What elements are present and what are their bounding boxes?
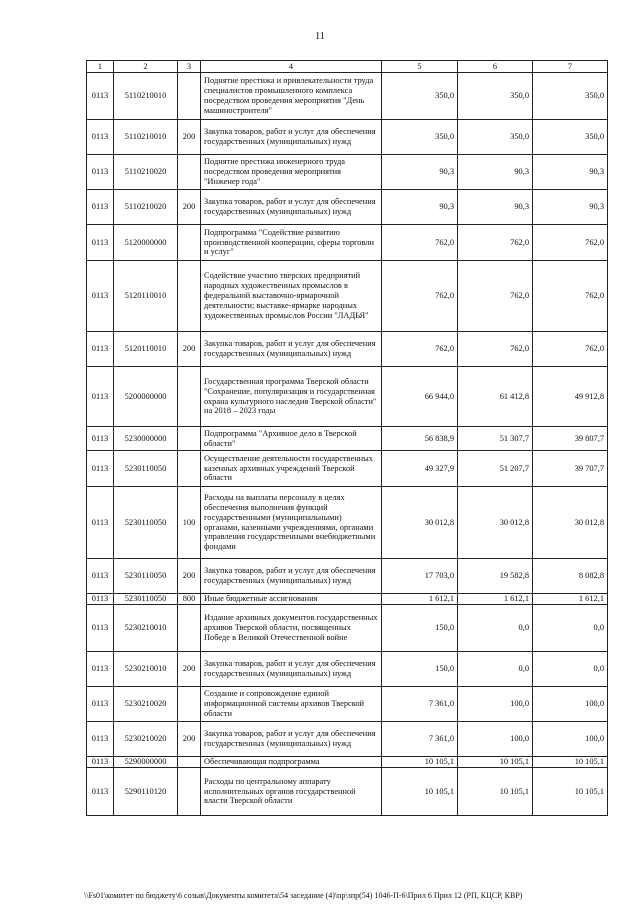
amount-year1-cell: 350,0 bbox=[382, 120, 458, 155]
expense-type-cell: 200 bbox=[178, 332, 201, 367]
amount-year1-cell: 150,0 bbox=[382, 605, 458, 652]
expense-type-cell: 200 bbox=[178, 190, 201, 225]
table-header-row bbox=[87, 61, 608, 73]
section-code-cell: 0113 bbox=[87, 427, 114, 451]
section-code-cell: 0113 bbox=[87, 190, 114, 225]
amount-year1-cell: 1 612,1 bbox=[382, 594, 458, 605]
amount-year3-cell: 39 707,7 bbox=[533, 451, 608, 487]
amount-year2-cell: 90,3 bbox=[458, 190, 533, 225]
amount-year2-cell: 1 612,1 bbox=[458, 594, 533, 605]
table-row bbox=[87, 768, 608, 816]
amount-year3-cell: 100,0 bbox=[533, 722, 608, 757]
item-name-cell: Государственная программа Тверской области "Сохранение, популяризация и государственная охрана культурного наследия Тверской области" на 2018 – 2023 годы bbox=[201, 367, 382, 427]
target-article-cell: 5230110050 bbox=[114, 594, 178, 605]
amount-year2-cell: 51 207,7 bbox=[458, 451, 533, 487]
amount-year2-cell: 762,0 bbox=[458, 225, 533, 261]
section-code-cell: 0113 bbox=[87, 225, 114, 261]
item-name-cell: Закупка товаров, работ и услуг для обеспечения государственных (муниципальных) нужд bbox=[201, 120, 382, 155]
item-name-cell: Поднятие престижа и привлекательности труда специалистов промышленного комплекса посредством проведения мероприятия "День машиностроителя" bbox=[201, 73, 382, 120]
amount-year3-cell: 762,0 bbox=[533, 261, 608, 332]
amount-year2-cell: 0,0 bbox=[458, 605, 533, 652]
amount-year1-cell: 150,0 bbox=[382, 652, 458, 687]
target-article-cell: 5120000000 bbox=[114, 225, 178, 261]
table-row bbox=[87, 757, 608, 768]
table-row bbox=[87, 451, 608, 487]
amount-year3-cell: 1 612,1 bbox=[533, 594, 608, 605]
amount-year1-cell: 762,0 bbox=[382, 261, 458, 332]
item-name-cell: Создание и сопровождение единой информационной системы архивов Тверской области bbox=[201, 687, 382, 722]
amount-year2-cell: 100,0 bbox=[458, 722, 533, 757]
amount-year2-cell: 100,0 bbox=[458, 687, 533, 722]
target-article-cell: 5230110050 bbox=[114, 451, 178, 487]
amount-year3-cell: 10 105,1 bbox=[533, 768, 608, 816]
amount-year2-cell: 350,0 bbox=[458, 73, 533, 120]
target-article-cell: 5290110120 bbox=[114, 768, 178, 816]
amount-year2-cell: 10 105,1 bbox=[458, 768, 533, 816]
expense-type-cell: 100 bbox=[178, 487, 201, 559]
expense-type-cell bbox=[178, 367, 201, 427]
item-name-cell: Подпрограмма "Содействие развитию производственной кооперации, сферы торговли и услуг" bbox=[201, 225, 382, 261]
section-code-cell: 0113 bbox=[87, 652, 114, 687]
expense-type-cell: 200 bbox=[178, 559, 201, 594]
amount-year3-cell: 90,3 bbox=[533, 190, 608, 225]
target-article-cell: 5230210020 bbox=[114, 722, 178, 757]
expense-type-cell: 800 bbox=[178, 594, 201, 605]
column-header-1: 1 bbox=[87, 61, 114, 73]
amount-year3-cell: 100,0 bbox=[533, 687, 608, 722]
section-code-cell: 0113 bbox=[87, 261, 114, 332]
amount-year2-cell: 350,0 bbox=[458, 120, 533, 155]
table-body bbox=[87, 73, 608, 816]
expense-type-cell bbox=[178, 155, 201, 190]
section-code-cell: 0113 bbox=[87, 73, 114, 120]
table-row bbox=[87, 73, 608, 120]
item-name-cell: Осуществление деятельности государственных казенных архивных учреждений Тверской области bbox=[201, 451, 382, 487]
amount-year2-cell: 90,3 bbox=[458, 155, 533, 190]
section-code-cell: 0113 bbox=[87, 605, 114, 652]
target-article-cell: 5120110010 bbox=[114, 332, 178, 367]
target-article-cell: 5110210020 bbox=[114, 190, 178, 225]
expense-type-cell bbox=[178, 225, 201, 261]
amount-year1-cell: 762,0 bbox=[382, 332, 458, 367]
table-row bbox=[87, 190, 608, 225]
target-article-cell: 5110210020 bbox=[114, 155, 178, 190]
table-row bbox=[87, 332, 608, 367]
expense-type-cell: 200 bbox=[178, 652, 201, 687]
amount-year2-cell: 19 582,8 bbox=[458, 559, 533, 594]
expense-type-cell bbox=[178, 427, 201, 451]
table-row bbox=[87, 367, 608, 427]
amount-year3-cell: 350,0 bbox=[533, 120, 608, 155]
amount-year1-cell: 49 327,9 bbox=[382, 451, 458, 487]
target-article-cell: 5230210010 bbox=[114, 652, 178, 687]
table-row bbox=[87, 427, 608, 451]
table-row bbox=[87, 261, 608, 332]
expense-type-cell bbox=[178, 687, 201, 722]
item-name-cell: Закупка товаров, работ и услуг для обеспечения государственных (муниципальных) нужд bbox=[201, 559, 382, 594]
table-row bbox=[87, 225, 608, 261]
amount-year2-cell: 10 105,1 bbox=[458, 757, 533, 768]
amount-year1-cell: 762,0 bbox=[382, 225, 458, 261]
table-row bbox=[87, 120, 608, 155]
amount-year2-cell: 762,0 bbox=[458, 261, 533, 332]
amount-year3-cell: 8 082,8 bbox=[533, 559, 608, 594]
expense-type-cell bbox=[178, 73, 201, 120]
amount-year3-cell: 90,3 bbox=[533, 155, 608, 190]
expense-type-cell: 200 bbox=[178, 120, 201, 155]
target-article-cell: 5230210020 bbox=[114, 687, 178, 722]
section-code-cell: 0113 bbox=[87, 722, 114, 757]
item-name-cell: Подпрограмма "Архивное дело в Тверской области" bbox=[201, 427, 382, 451]
section-code-cell: 0113 bbox=[87, 487, 114, 559]
amount-year1-cell: 350,0 bbox=[382, 73, 458, 120]
table-row bbox=[87, 687, 608, 722]
table-row bbox=[87, 559, 608, 594]
amount-year2-cell: 30 012,8 bbox=[458, 487, 533, 559]
section-code-cell: 0113 bbox=[87, 155, 114, 190]
target-article-cell: 5230110050 bbox=[114, 487, 178, 559]
page-number: 11 bbox=[315, 31, 325, 42]
table-row bbox=[87, 487, 608, 559]
amount-year1-cell: 56 838,9 bbox=[382, 427, 458, 451]
amount-year2-cell: 51 307,7 bbox=[458, 427, 533, 451]
table-row bbox=[87, 155, 608, 190]
column-header-5: 5 bbox=[382, 61, 458, 73]
section-code-cell: 0113 bbox=[87, 120, 114, 155]
target-article-cell: 5110210010 bbox=[114, 120, 178, 155]
column-header-6: 6 bbox=[458, 61, 533, 73]
amount-year3-cell: 0,0 bbox=[533, 605, 608, 652]
column-header-7: 7 bbox=[533, 61, 608, 73]
amount-year1-cell: 30 012,8 bbox=[382, 487, 458, 559]
target-article-cell: 5230110050 bbox=[114, 559, 178, 594]
item-name-cell: Содействие участию тверских предприятий народных художественных промыслов в федеральной выставочно-ярмарочной деятельности; выставке-ярмарке народных художественных промыслов России "ЛАДЬЯ" bbox=[201, 261, 382, 332]
item-name-cell: Поднятие престижа инженерного труда посредством проведения мероприятия "Инженер года" bbox=[201, 155, 382, 190]
item-name-cell: Издание архивных документов государственных архивов Тверской области, посвященных Победе в Великой Отечественной войне bbox=[201, 605, 382, 652]
table-row bbox=[87, 722, 608, 757]
amount-year3-cell: 30 012,8 bbox=[533, 487, 608, 559]
item-name-cell: Иные бюджетные ассигнования bbox=[201, 594, 382, 605]
expense-type-cell bbox=[178, 261, 201, 332]
section-code-cell: 0113 bbox=[87, 594, 114, 605]
expense-type-cell bbox=[178, 757, 201, 768]
item-name-cell: Закупка товаров, работ и услуг для обеспечения государственных (муниципальных) нужд bbox=[201, 332, 382, 367]
amount-year3-cell: 39 807,7 bbox=[533, 427, 608, 451]
section-code-cell: 0113 bbox=[87, 559, 114, 594]
amount-year1-cell: 10 105,1 bbox=[382, 768, 458, 816]
amount-year3-cell: 762,0 bbox=[533, 332, 608, 367]
footer-file-path: \\Fs01\комитет по бюджету\6 созыв\Документы комитета\54 заседание (4)\пр\зпр(54) 1046-П-6\Прил 6 Прил 12 (РП, КЦСР, КВР) bbox=[84, 891, 523, 900]
amount-year1-cell: 90,3 bbox=[382, 155, 458, 190]
target-article-cell: 5230000000 bbox=[114, 427, 178, 451]
amount-year2-cell: 762,0 bbox=[458, 332, 533, 367]
target-article-cell: 5200000000 bbox=[114, 367, 178, 427]
target-article-cell: 5110210010 bbox=[114, 73, 178, 120]
section-code-cell: 0113 bbox=[87, 768, 114, 816]
section-code-cell: 0113 bbox=[87, 451, 114, 487]
table-row bbox=[87, 594, 608, 605]
target-article-cell: 5230210010 bbox=[114, 605, 178, 652]
item-name-cell: Расходы по центральному аппарату исполнительных органов государственной власти Тверской области bbox=[201, 768, 382, 816]
section-code-cell: 0113 bbox=[87, 367, 114, 427]
amount-year1-cell: 66 944,0 bbox=[382, 367, 458, 427]
column-header-4: 4 bbox=[201, 61, 382, 73]
expense-type-cell bbox=[178, 768, 201, 816]
expense-type-cell: 200 bbox=[178, 722, 201, 757]
section-code-cell: 0113 bbox=[87, 332, 114, 367]
item-name-cell: Обеспечивающая подпрограмма bbox=[201, 757, 382, 768]
item-name-cell: Закупка товаров, работ и услуг для обеспечения государственных (муниципальных) нужд bbox=[201, 652, 382, 687]
target-article-cell: 5120110010 bbox=[114, 261, 178, 332]
amount-year3-cell: 10 105,1 bbox=[533, 757, 608, 768]
item-name-cell: Закупка товаров, работ и услуг для обеспечения государственных (муниципальных) нужд bbox=[201, 722, 382, 757]
budget-table bbox=[86, 60, 608, 816]
section-code-cell: 0113 bbox=[87, 757, 114, 768]
amount-year2-cell: 0,0 bbox=[458, 652, 533, 687]
column-header-2: 2 bbox=[114, 61, 178, 73]
amount-year1-cell: 17 703,0 bbox=[382, 559, 458, 594]
amount-year3-cell: 350,0 bbox=[533, 73, 608, 120]
amount-year1-cell: 10 105,1 bbox=[382, 757, 458, 768]
item-name-cell: Расходы на выплаты персоналу в целях обеспечения выполнения функций государственными (муниципальными) органами, казенными учреждениями, органами управления государственными внебюджетными фондами bbox=[201, 487, 382, 559]
amount-year1-cell: 90,3 bbox=[382, 190, 458, 225]
column-header-3: 3 bbox=[178, 61, 201, 73]
target-article-cell: 5290000000 bbox=[114, 757, 178, 768]
amount-year3-cell: 762,0 bbox=[533, 225, 608, 261]
section-code-cell: 0113 bbox=[87, 687, 114, 722]
expense-type-cell bbox=[178, 451, 201, 487]
table-row bbox=[87, 605, 608, 652]
amount-year3-cell: 49 912,8 bbox=[533, 367, 608, 427]
table-row bbox=[87, 652, 608, 687]
expense-type-cell bbox=[178, 605, 201, 652]
amount-year1-cell: 7 361,0 bbox=[382, 687, 458, 722]
amount-year3-cell: 0,0 bbox=[533, 652, 608, 687]
amount-year1-cell: 7 361,0 bbox=[382, 722, 458, 757]
amount-year2-cell: 61 412,8 bbox=[458, 367, 533, 427]
item-name-cell: Закупка товаров, работ и услуг для обеспечения государственных (муниципальных) нужд bbox=[201, 190, 382, 225]
